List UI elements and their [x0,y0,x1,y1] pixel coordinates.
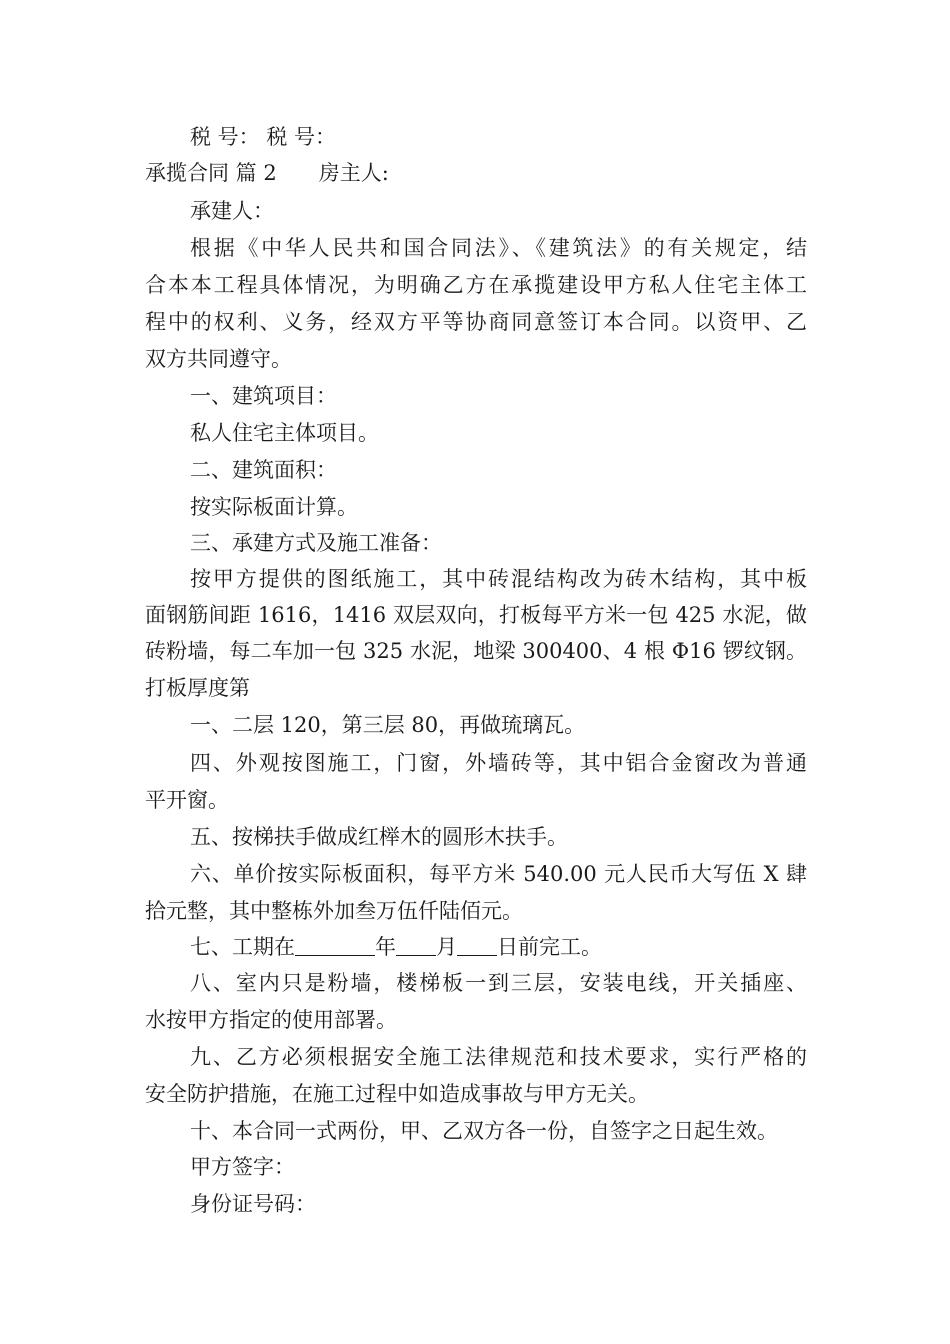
paragraph-line: 安全防护措施，在施工过程中如造成事故与甲方无关。 [145,1082,649,1106]
paragraph-line: 双方共同遵守。 [145,347,292,371]
paragraph-line: 合本本工程具体情况，为明确乙方在承揽建设甲方私人住宅主体工 [145,273,807,297]
paragraph-line: 平开窗。 [145,788,229,812]
paragraph-line: 拾元整，其中整栋外加叁万伍仟陆佰元。 [145,899,523,923]
paragraph-line: 四、外观按图施工，门窗，外墙砖等，其中铝合金窗改为普通 [190,751,807,775]
paragraph-line: 六、单价按实际板面积，每平方米 540.00 元人民币大写伍 X 肆 [190,862,807,886]
paragraph-line: 十、本合同一式两份，甲、乙双方各一份，自签字之日起生效。 [190,1119,778,1143]
year-label: 年 [375,935,396,959]
day-blank [457,935,497,956]
clause-heading: 一、建筑项目： [190,384,337,408]
paragraph-line: 一、二层 120，第三层 80，再做琉璃瓦。 [190,713,586,737]
paragraph-line: 程中的权利、义务，经双方平等协商同意签订本合同。以资甲、乙 [145,310,807,334]
paragraph-line: 根据《中华人民共和国合同法》、《建筑法》的有关规定，结 [190,236,807,260]
month-label: 月 [436,935,457,959]
tax-number-line: 税 号： 税 号： [190,125,337,149]
paragraph-line: 九、乙方必须根据安全施工法律规范和技术要求，实行严格的 [190,1045,807,1069]
clause-heading: 三、承建方式及施工准备： [190,531,442,555]
clause-heading: 二、建筑面积： [190,458,337,482]
clause-text: 私人住宅主体项目。 [190,421,379,445]
contractor-line: 承建人： [190,199,274,223]
schedule-line [190,932,807,962]
year-blank [295,935,375,956]
section-heading-contract-2: 承揽合同 篇 2 房主人: [145,161,389,185]
paragraph-line: 面钢筋间距 1616，1416 双层双向，打板每平方米一包 425 水泥，做 [145,603,807,627]
paragraph-line: 五、按梯扶手做成红榉木的圆形木扶手。 [190,825,568,849]
paragraph-line: 八、室内只是粉墙，楼梯板一到三层，安装电线，开关插座、 [190,971,807,995]
clause-text: 按实际板面计算。 [190,495,358,519]
schedule-prefix: 七、工期在 [190,935,295,959]
paragraph-line: 砖粉墙，每二车加一包 325 水泥，地梁 300400、4 根 Φ16 锣纹钢。 [145,639,807,663]
paragraph-line: 按甲方提供的图纸施工，其中砖混结构改为砖木结构，其中板 [190,567,807,591]
day-label: 日前完工。 [497,935,602,959]
paragraph-line: 水按甲方指定的使用部署。 [145,1008,397,1032]
id-number-label: 身份证号码： [190,1192,316,1216]
paragraph-line: 打板厚度第 [145,676,250,700]
month-blank [396,935,436,956]
signature-label: 甲方签字： [190,1155,295,1179]
